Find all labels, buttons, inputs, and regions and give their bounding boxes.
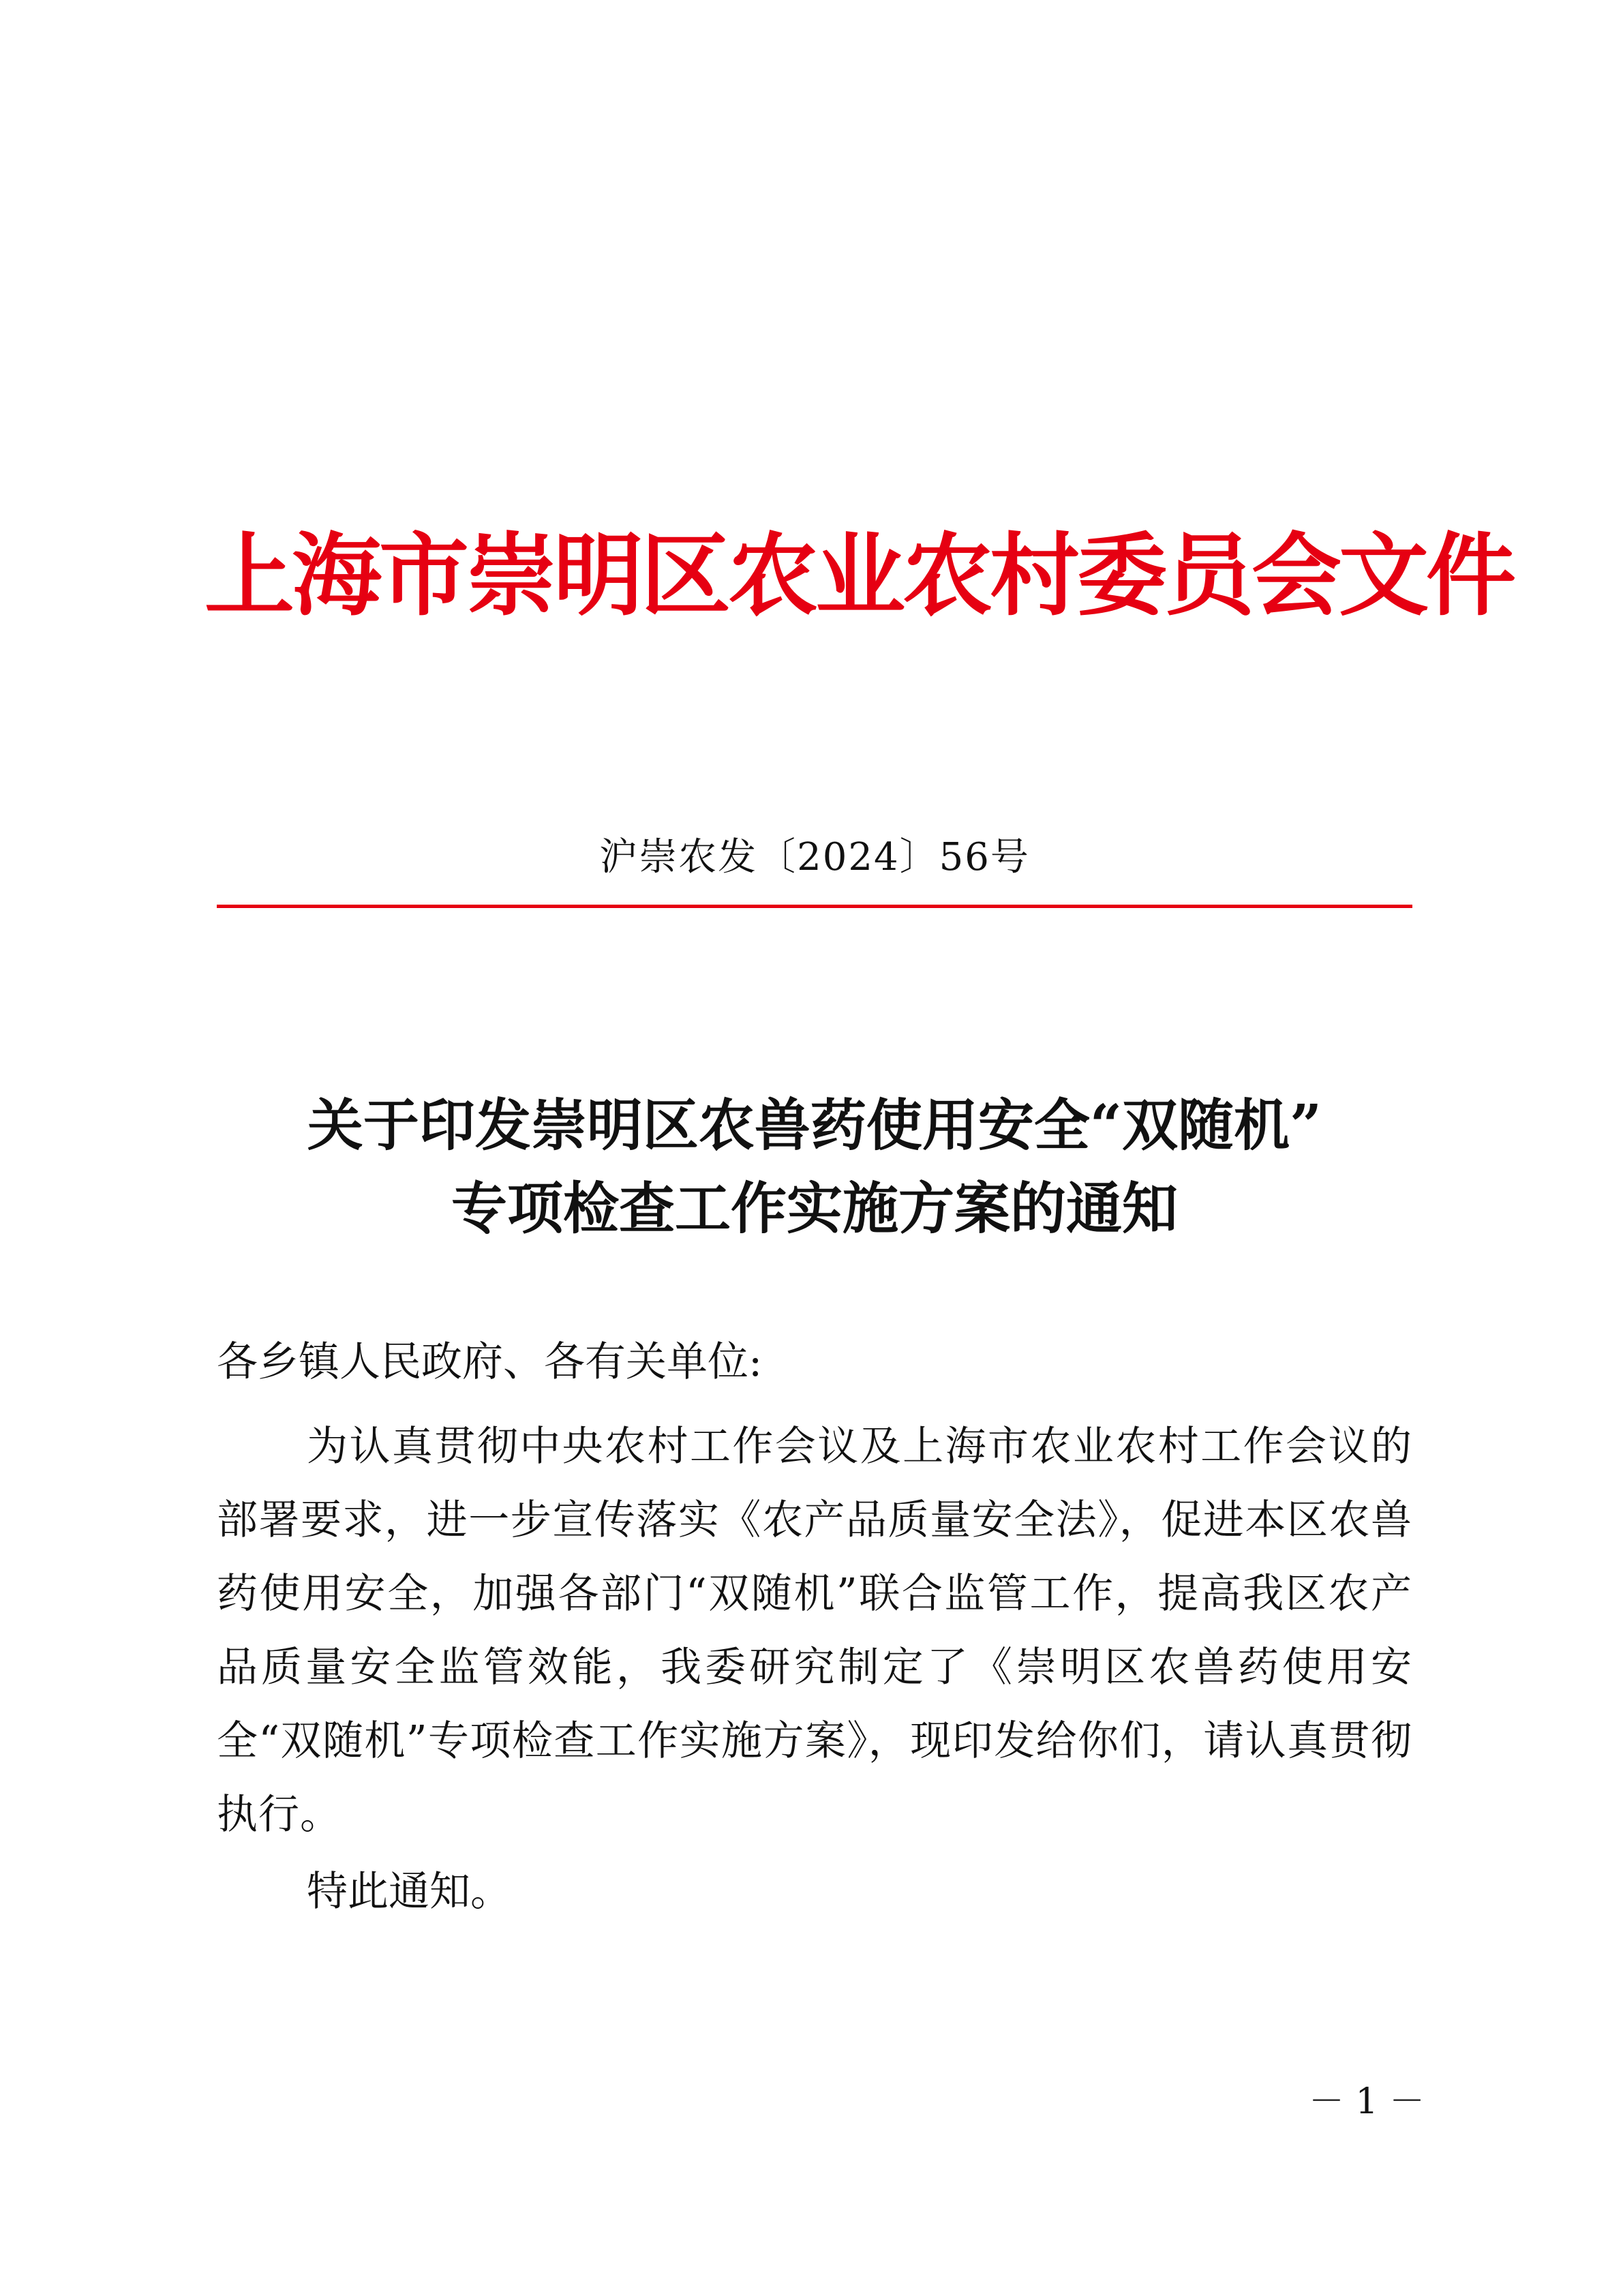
body-paragraph: 为认真贯彻中央农村工作会议及上海市农业农村工作会议的部署要求，进一步宣传落实《农产品质量安全法》，促进本区农兽药使用安全，加强各部门“双随机”联合监管工作，提高我区农产品质量安全监管效能，我委研究制定了《崇明区农兽药使用安全“双随机”专项检查工作实施方案》，现印发给你们，请认真贯彻执行。 <box>217 1423 1412 1839</box>
notice-title-line-2: 专项检查工作实施方案的通知 <box>451 1176 1178 1241</box>
notice-title <box>217 1084 1412 1250</box>
salutation: 各乡镇人民政府、各有关单位: <box>217 1338 763 1386</box>
notice-title-line-1: 关于印发崇明区农兽药使用安全“双随机” <box>307 1093 1322 1158</box>
closing-line: 特此通知。 <box>307 1868 511 1916</box>
issuer-masthead: 上海市崇明区农业农村委员会文件 <box>204 523 1513 629</box>
document-number: 沪崇农发〔2024〕56号 <box>599 835 1030 879</box>
red-divider <box>217 905 1412 908</box>
page-number: － 1 － <box>1309 2081 1425 2122</box>
